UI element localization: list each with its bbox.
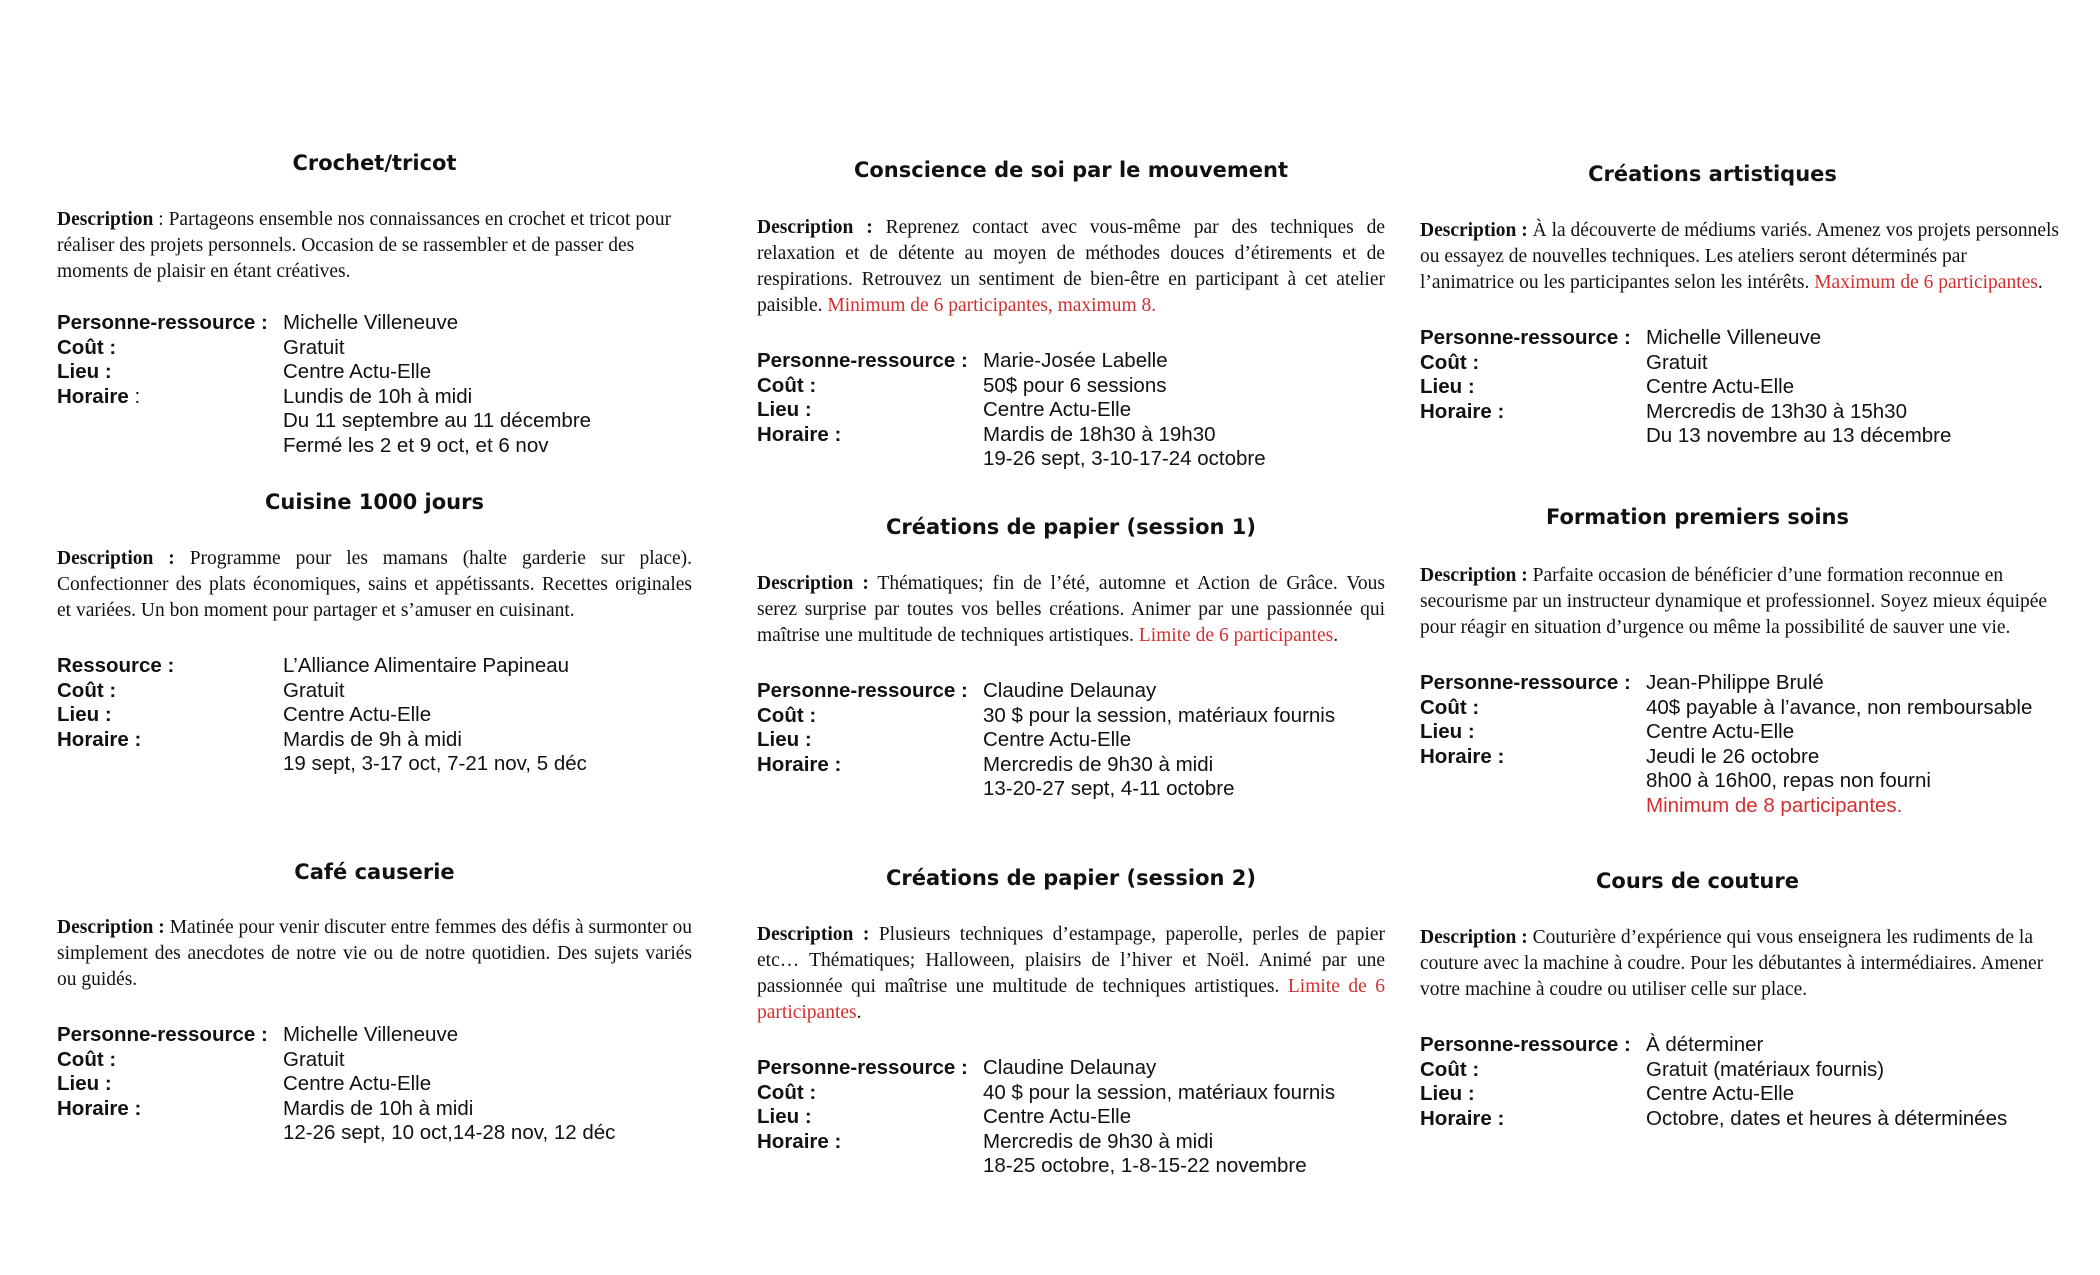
info-label: Horaire : [57, 727, 142, 751]
info-value: Michelle Villeneuve [1646, 326, 1822, 349]
info-value: Gratuit [283, 335, 345, 359]
workshop-title: Cours de couture [1596, 869, 1799, 893]
workshop-creations-papier-2 [757, 865, 1385, 1179]
info-value: Lundis de 10h à midi Du 11 septembre au 11 décembre Fermé les 2 et 9 oct, et 6 nov [283, 384, 592, 457]
info-value: Gratuit [283, 1047, 345, 1071]
workshop-info [757, 679, 1385, 802]
info-value: Mardis de 9h à midi 19 sept, 3-17 oct, 7-21 nov, 5 déc [283, 727, 587, 775]
info-label: Horaire : [57, 1096, 142, 1120]
info-label: Coût : [57, 1047, 117, 1071]
info-value: Michelle Villeneuve [283, 1023, 459, 1046]
info-value: Centre Actu-Elle [983, 1105, 1132, 1128]
info-row-cost [1420, 696, 2060, 721]
info-label: Personne-ressource : [57, 311, 268, 334]
participant-limit: Maximum de 6 participantes [1814, 272, 2038, 293]
info-label: Coût : [57, 678, 117, 702]
info-row-schedule [1420, 400, 2060, 449]
info-value: 50$ pour 6 sessions [983, 373, 1167, 397]
workshop-description [757, 215, 1385, 319]
info-row-resource [757, 679, 1385, 704]
workshop-title: Créations artistiques [1588, 162, 1837, 186]
info-label: Lieu : [757, 728, 812, 751]
info-label: Lieu : [757, 1105, 812, 1128]
info-value: Mercredis de 9h30 à midi 13-20-27 sept, 4-11 octobre [983, 752, 1235, 800]
info-row-location [57, 360, 692, 385]
info-row-resource [757, 349, 1385, 374]
info-value: Centre Actu-Elle [1646, 375, 1795, 398]
workshop-description [57, 207, 692, 285]
info-row-schedule [757, 1130, 1385, 1179]
info-label: Personne-ressource : [1420, 1033, 1631, 1056]
description-text: À la découverte de médiums variés. Amenez vos projets personnels ou essayez de nouvelles techniques. Les ateliers seront déterminés par l’animatrice ou les participantes selon les intérêts. [1420, 220, 2060, 293]
info-row-cost [57, 1048, 692, 1073]
participant-limit: Minimum de 6 participantes, maximum 8. [827, 295, 1157, 316]
description-label: Description : [57, 917, 165, 938]
info-value: Centre Actu-Elle [1646, 1082, 1795, 1105]
info-row-resource [57, 311, 692, 336]
workshop-title: Créations de papier (session 2) [886, 866, 1256, 890]
description-text: Couturière d’expérience qui vous enseignera les rudiments de la couture avec la machine à coudre. Pour les débutantes à intermédiaires. Amener votre machine à coudre ou utiliser celle sur place. [1420, 927, 2044, 1000]
info-value: Centre Actu-Elle [983, 728, 1132, 751]
info-label: Coût : [1420, 695, 1480, 719]
description-label: Description : [757, 573, 869, 594]
workshop-description: Description : Thématiques; fin de l’été, automne et Action de Grâce. Vous serez surprise par toutes vos belles créations. Animer par une passionnée qui maîtrise une multitude de techniques artistiques. Limite de 6 participantes. [757, 573, 1385, 646]
workshop-info [57, 1023, 692, 1146]
info-value: Centre Actu-Elle [1646, 720, 1795, 743]
info-value: Mercredis de 13h30 à 15h30 Du 13 novembre au 13 décembre [1646, 399, 1952, 447]
workshop-info [57, 654, 692, 777]
info-label: Lieu : [57, 360, 112, 383]
info-value: Michelle Villeneuve [283, 311, 459, 334]
description-text: Parfaite occasion de bénéficier d’une formation reconnue en secourisme par un instructeur dynamique et professionnel. Soyez mieux équipée pour réagir en situation d’urgence ou même la possibilité de sauver une vie. [1420, 565, 2048, 638]
workshop-creations-papier-1 [757, 514, 1385, 802]
info-value: 30 $ pour la session, matériaux fournis [983, 703, 1336, 727]
info-label: Personne-ressource : [1420, 671, 1631, 694]
workshop-title: Formation premiers soins [1546, 505, 1849, 529]
workshop-conscience-de-soi [757, 157, 1385, 472]
workshop-title: Cuisine 1000 jours [265, 490, 484, 514]
info-label: Lieu : [1420, 1082, 1475, 1105]
info-row-cost [757, 1081, 1385, 1106]
info-row-resource [757, 1056, 1385, 1081]
info-value: Octobre, dates et heures à déterminées [1646, 1106, 2008, 1130]
info-label: Coût : [1420, 350, 1480, 374]
workshop-description [1420, 563, 2060, 641]
info-row-cost [757, 374, 1385, 399]
description-label: Description : [757, 924, 870, 945]
info-row-location [757, 728, 1385, 753]
info-row-location [757, 1105, 1385, 1130]
info-value: Claudine Delaunay [983, 1056, 1157, 1079]
info-label: Lieu : [57, 703, 112, 726]
info-label: Personne-ressource : [1420, 326, 1631, 349]
info-row-location [1420, 720, 2060, 745]
info-value: Jean-Philippe Brulé [1646, 671, 1824, 694]
info-row-schedule [1420, 1107, 2060, 1132]
workshop-description [1420, 925, 2060, 1003]
description-label: Description : [757, 217, 873, 238]
description-text: Thématiques; fin de l’été, automne et Action de Grâce. Vous serez surprise par toutes vos belles créations. Animer par une passionnée qui maîtrise une multitude de techniques artistiques. [757, 573, 1385, 646]
info-value: Centre Actu-Elle [283, 360, 432, 383]
participant-limit: Limite de 6 participantes [1138, 625, 1334, 646]
info-row-cost [57, 679, 692, 704]
workshop-cafe-causerie [57, 859, 692, 1146]
workshop-info [1420, 671, 2060, 818]
workshop-title: Conscience de soi par le mouvement [853, 158, 1289, 182]
info-row-cost [1420, 351, 2060, 376]
info-label: Horaire : [1420, 1106, 1505, 1130]
participant-limit: Limite de 6 participantes [757, 976, 1385, 1023]
workshop-title: Crochet/tricot [292, 151, 457, 175]
description-label: Description [57, 209, 154, 230]
info-value: Marie-Josée Labelle [983, 349, 1168, 372]
info-value: Centre Actu-Elle [283, 1072, 432, 1095]
info-row-schedule [57, 728, 692, 777]
workshop-formation-premiers-soins [1420, 504, 2060, 818]
info-value: Gratuit (matériaux fournis) [1646, 1057, 1885, 1081]
info-row-schedule [757, 423, 1385, 472]
description-label: Description : [1420, 927, 1528, 948]
info-label: Lieu : [1420, 375, 1475, 398]
workshop-crochet-tricot [57, 150, 692, 458]
info-value: 40$ payable à l’avance, non remboursable [1646, 695, 2033, 719]
description-text: Reprenez contact avec vous-même par des techniques de relaxation et de détente au moyen de méthodes douces d’étirements et de respirations. Retrouvez un sentiment de bien-être en participant à cet atelier paisible. [757, 217, 1385, 316]
info-row-schedule [1420, 745, 2060, 819]
workshop-description [57, 915, 692, 993]
info-value: À déterminer [1646, 1033, 1764, 1056]
info-value: Mercredis de 9h30 à midi 18-25 octobre, 1-8-15-22 novembre [983, 1129, 1307, 1177]
workshop-title: Créations de papier (session 1) [886, 515, 1256, 539]
info-value: Jeudi le 26 octobre 8h00 à 16h00, repas non fourni Minimum de 8 participantes. [1646, 745, 2060, 819]
info-label: Personne-ressource : [757, 349, 968, 372]
description-label: Description : [57, 548, 175, 569]
info-row-schedule [57, 385, 692, 459]
info-row-cost [1420, 1058, 2060, 1083]
info-row-cost [57, 336, 692, 361]
description-label: Description : [1420, 220, 1528, 241]
info-value: Mardis de 10h à midi 12-26 sept, 10 oct,14-28 nov, 12 déc [283, 1096, 616, 1144]
info-label: Personne-ressource : [57, 1023, 268, 1046]
info-row-location [57, 703, 692, 728]
description-text: Programme pour les mamans (halte garderie sur place). Confectionner des plats économiques, sains et appétissants. Recettes originales et variées. Un bon moment pour partager et s’amuser en cuisinant. [57, 548, 692, 621]
info-row-resource [57, 1023, 692, 1048]
description-text: : Partageons ensemble nos connaissances en crochet et tricot pour réaliser des projets personnels. Occasion de se rassembler et de passer des moments de plaisir en étant créatives. [57, 209, 672, 282]
info-label: Coût : [757, 1080, 817, 1104]
workshop-creations-artistiques [1420, 161, 2060, 449]
info-value: Mardis de 18h30 à 19h30 19-26 sept, 3-10-17-24 octobre [983, 422, 1266, 470]
info-label: Horaire : [757, 752, 842, 776]
info-row-resource [1420, 671, 2060, 696]
description-text: Matinée pour venir discuter entre femmes des défis à surmonter ou simplement des anecdotes de notre vie ou de notre quotidien. Des sujets variés ou guidés. [57, 917, 692, 990]
workshop-info [1420, 1033, 2060, 1131]
info-row-resource [1420, 1033, 2060, 1058]
workshop-info [57, 311, 692, 458]
info-value: 40 $ pour la session, matériaux fournis [983, 1080, 1336, 1104]
info-label: Horaire : [757, 422, 842, 446]
info-label: Horaire : [757, 1129, 842, 1153]
info-label: Horaire : [1420, 399, 1505, 423]
info-label: Lieu : [57, 1072, 112, 1095]
info-row-location [1420, 1082, 2060, 1107]
info-value: Gratuit [1646, 350, 1708, 374]
info-label: Coût : [757, 373, 817, 397]
workshop-info [1420, 326, 2060, 449]
workshop-cuisine-1000-jours [57, 489, 692, 777]
info-label: Horaire : [1420, 744, 1505, 768]
info-label: Personne-ressource : [757, 679, 968, 702]
info-row-schedule [57, 1097, 692, 1146]
info-label: Personne-ressource : [757, 1056, 968, 1079]
info-label: Lieu : [1420, 720, 1475, 743]
workshop-info [757, 1056, 1385, 1179]
info-label: Coût : [57, 335, 117, 359]
workshop-cours-de-couture [1420, 868, 2060, 1131]
info-label: Coût : [757, 703, 817, 727]
info-row-cost [757, 704, 1385, 729]
info-value: Claudine Delaunay [983, 679, 1157, 702]
info-row-location [57, 1072, 692, 1097]
info-row-schedule [757, 753, 1385, 802]
description-label: Description : [1420, 565, 1528, 586]
info-label: Horaire : [57, 384, 141, 408]
info-label: Coût : [1420, 1057, 1480, 1081]
info-row-resource [57, 654, 692, 679]
info-row-location [757, 398, 1385, 423]
info-value: Centre Actu-Elle [983, 398, 1132, 421]
workshop-title: Café causerie [294, 860, 455, 884]
info-label: Lieu : [757, 398, 812, 421]
description-text: Plusieurs techniques d’estampage, paperolle, perles de papier etc… Thématiques; Halloween, plaisirs de l’hiver et Noël. Animé par une passionnée qui maîtrise une multitude de techniques artistiques. [757, 924, 1385, 997]
info-value: Gratuit [283, 678, 345, 702]
info-row-resource [1420, 326, 2060, 351]
info-row-location [1420, 375, 2060, 400]
info-label: Ressource : [57, 654, 175, 677]
workshop-description: Description : Plusieurs techniques d’estampage, paperolle, perles de papier etc… Thématiques; Halloween, plaisirs de l’hiver et Noël. Animé par une passionnée qui maîtrise une multitude de techniques artistiques. Limite de 6 participantes. [757, 924, 1385, 1023]
info-value: Centre Actu-Elle [283, 703, 432, 726]
workshop-description [57, 546, 692, 624]
participant-minimum: Minimum de 8 participantes. [1646, 793, 1903, 817]
workshop-description: Description : À la découverte de médiums variés. Amenez vos projets personnels ou essayez de nouvelles techniques. Les ateliers seront déterminés par l’animatrice ou les participantes selon les intérêts. Maximum de 6 participantes. [1420, 220, 2060, 293]
info-value: L’Alliance Alimentaire Papineau [283, 654, 570, 677]
workshop-info [757, 349, 1385, 472]
